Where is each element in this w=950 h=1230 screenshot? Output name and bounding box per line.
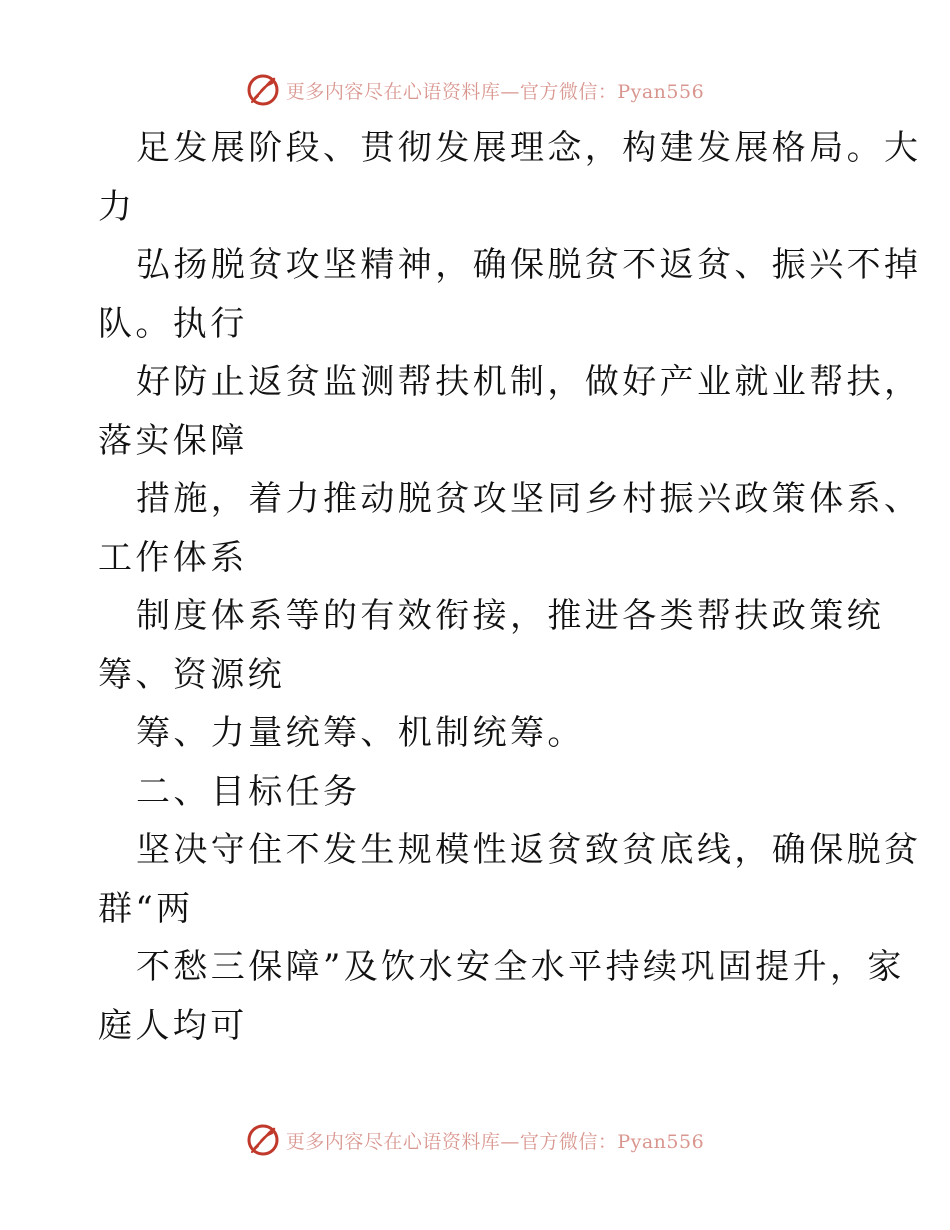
text-line: 足发展阶段、贯彻发展理念，构建发展格局。大	[136, 128, 922, 168]
text-line: 庭人均可	[98, 1005, 248, 1046]
text-line: 好防止返贫监测帮扶机制，做好产业就业帮扶，	[136, 362, 922, 402]
text-line: 弘扬脱贫攻坚精神，确保脱贫不返贫、振兴不掉	[136, 245, 922, 285]
header-watermark	[0, 70, 950, 110]
text-line: 筹、力量统筹、机制统筹。	[136, 713, 585, 753]
watermark-text: 更多内容尽在心语资料库—官方微信：Pyan556	[285, 1130, 705, 1153]
text-line: 不愁三保障”及饮水安全水平持续巩固提升，家	[136, 947, 905, 987]
watermark-text: 更多内容尽在心语资料库—官方微信：Pyan556	[285, 80, 705, 103]
text-line: 工作体系	[98, 537, 248, 578]
text-line: 力	[98, 186, 136, 227]
text-line: 筹、资源统	[98, 654, 285, 695]
text-line: 队。执行	[98, 303, 248, 344]
text-line: 坚决守住不发生规模性返贫致贫底线，确保脱贫	[136, 830, 922, 870]
text-line: 落实保障	[98, 420, 248, 461]
text-line: 制度体系等的有效衔接，推进各类帮扶政策统	[136, 596, 884, 636]
footer-watermark	[0, 1120, 950, 1160]
feather-logo-icon	[246, 73, 280, 107]
section-heading: 二、目标任务	[136, 771, 361, 812]
text-line: 措施，着力推动脱贫攻坚同乡村振兴政策体系、	[136, 479, 922, 519]
text-line: 群“两	[98, 888, 194, 929]
document-body	[98, 128, 922, 1064]
feather-logo-icon	[246, 1123, 280, 1157]
